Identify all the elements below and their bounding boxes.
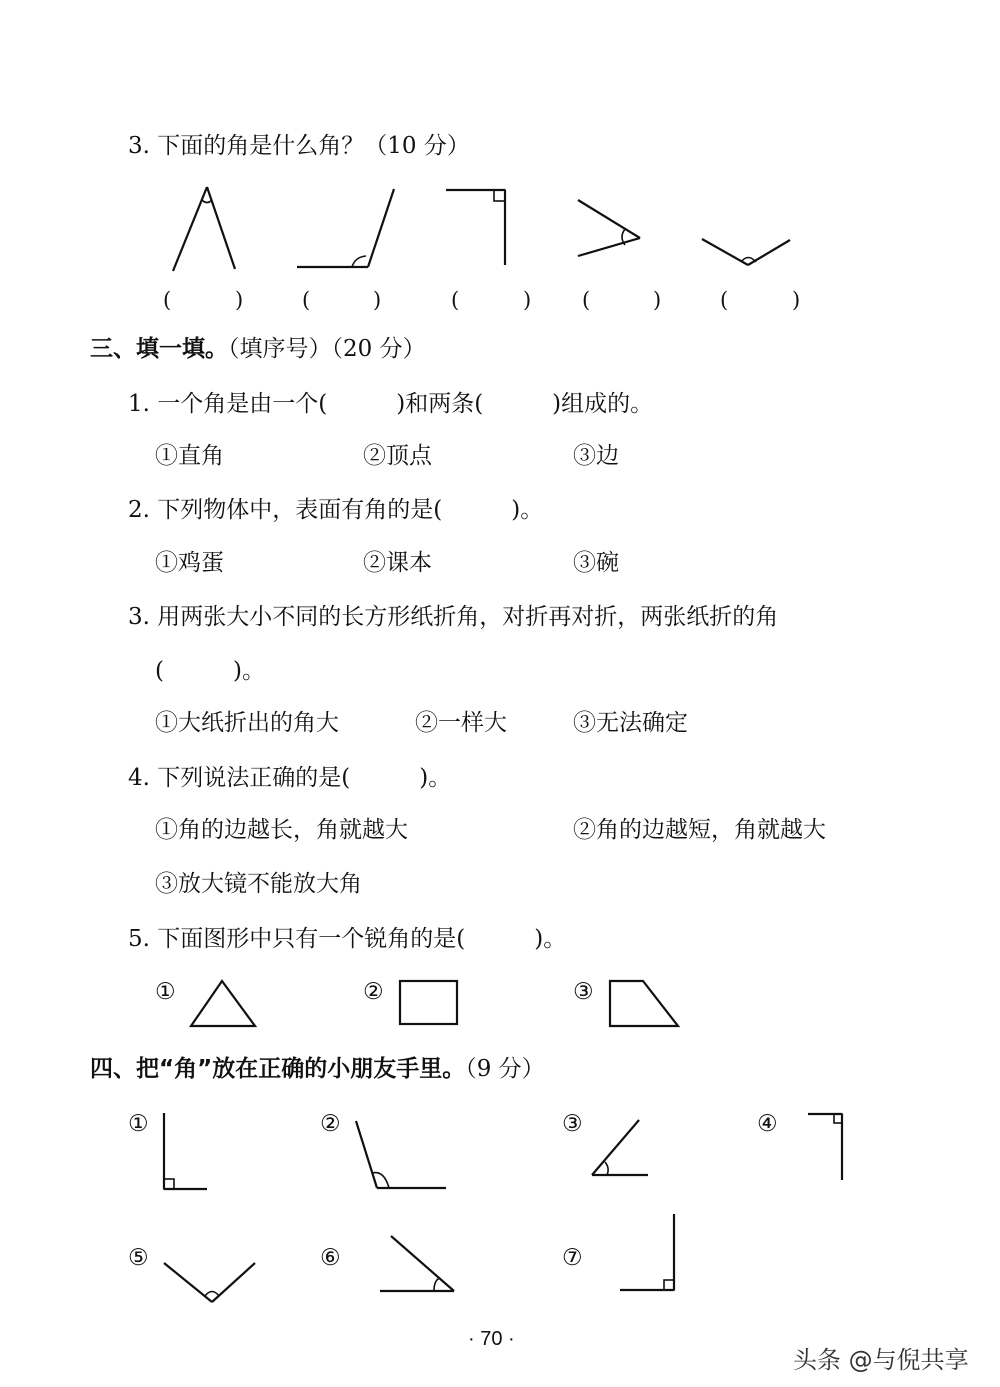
answer-blank-5-close: ) xyxy=(792,288,801,312)
s4-angle-1-right-icon xyxy=(164,1113,207,1189)
s3-q4-text: 4. 下列说法正确的是( )。 xyxy=(128,765,452,791)
watermark: 头条 @与倪共享 xyxy=(793,1346,969,1374)
s4-item-1-label: ① xyxy=(128,1111,149,1137)
s3-q5-text: 5. 下面图形中只有一个锐角的是( )。 xyxy=(128,926,567,952)
s3-q1-option-1[interactable]: ①直角 xyxy=(155,443,224,469)
s3-q3-option-2[interactable]: ②一样大 xyxy=(415,710,507,736)
section4-title-main: 四、把“角”放在正确的小朋友手里。 xyxy=(90,1056,466,1082)
s3-q1-option-3[interactable]: ③边 xyxy=(573,443,619,469)
section3-title-points: （填序号）（20 分） xyxy=(228,336,426,362)
s4-item-6-label: ⑥ xyxy=(320,1245,341,1271)
s4-angle-6-acute-icon xyxy=(380,1236,454,1291)
s3-q4-option-3[interactable]: ③放大镜不能放大角 xyxy=(155,871,362,897)
q3-title: 3. 下面的角是什么角？（10 分） xyxy=(128,133,470,159)
s3-q5-option-2[interactable]: ② xyxy=(363,979,384,1005)
s3-q4-option-2[interactable]: ②角的边越短，角就越大 xyxy=(573,817,826,843)
page-number: · 70 · xyxy=(468,1328,515,1350)
s4-angle-7-right-icon xyxy=(620,1214,674,1290)
s4-item-4-label: ④ xyxy=(757,1111,778,1137)
s4-angle-3-acute-icon xyxy=(592,1120,648,1175)
answer-blank-2-close: ) xyxy=(373,288,382,312)
answer-blank-3-close: ) xyxy=(523,288,532,312)
s3-q3-text: 3. 用两张大小不同的长方形纸折角，对折再对折，两张纸折的角 xyxy=(128,604,779,630)
answer-blank-4-open[interactable]: ( xyxy=(582,288,591,312)
s3-q2-option-3[interactable]: ③碗 xyxy=(573,550,619,576)
s3-q3-option-3[interactable]: ③无法确定 xyxy=(573,710,688,736)
section4-title-points: （9 分） xyxy=(465,1056,545,1082)
s4-item-7-label: ⑦ xyxy=(562,1245,583,1271)
s3-q2-option-1[interactable]: ①鸡蛋 xyxy=(155,550,224,576)
s4-item-5-label: ⑤ xyxy=(128,1245,149,1271)
s4-item-3-label: ③ xyxy=(562,1111,583,1137)
s3-q3-option-1[interactable]: ①大纸折出的角大 xyxy=(155,710,339,736)
answer-blank-5-open[interactable]: ( xyxy=(720,288,729,312)
s3-q2-option-2[interactable]: ②课本 xyxy=(363,550,432,576)
s3-q5-option-1[interactable]: ① xyxy=(155,979,176,1005)
section3-title-main: 三、填一填。 xyxy=(90,336,228,362)
s3-q3-answer-blank[interactable]: ( )。 xyxy=(155,658,265,684)
answer-blank-2-open[interactable]: ( xyxy=(302,288,311,312)
s4-angle-5-obtuse-icon xyxy=(164,1263,255,1302)
answer-blank-4-close: ) xyxy=(653,288,662,312)
answer-blank-1-open[interactable]: ( xyxy=(163,288,172,312)
s4-angle-2-obtuse-icon xyxy=(356,1121,446,1188)
s3-q1-option-2[interactable]: ②顶点 xyxy=(363,443,432,469)
s3-q2-text: 2. 下列物体中，表面有角的是( )。 xyxy=(128,497,544,523)
s3-q5-option-3[interactable]: ③ xyxy=(573,979,594,1005)
answer-blank-1-close: ) xyxy=(235,288,244,312)
s4-item-2-label: ② xyxy=(320,1111,341,1137)
s3-q4-option-1[interactable]: ①角的边越长，角就越大 xyxy=(155,817,408,843)
s4-angle-4-right-icon xyxy=(808,1114,842,1180)
answer-blank-3-open[interactable]: ( xyxy=(451,288,460,312)
s3-q1-text: 1. 一个角是由一个( )和两条( )组成的。 xyxy=(128,391,654,417)
